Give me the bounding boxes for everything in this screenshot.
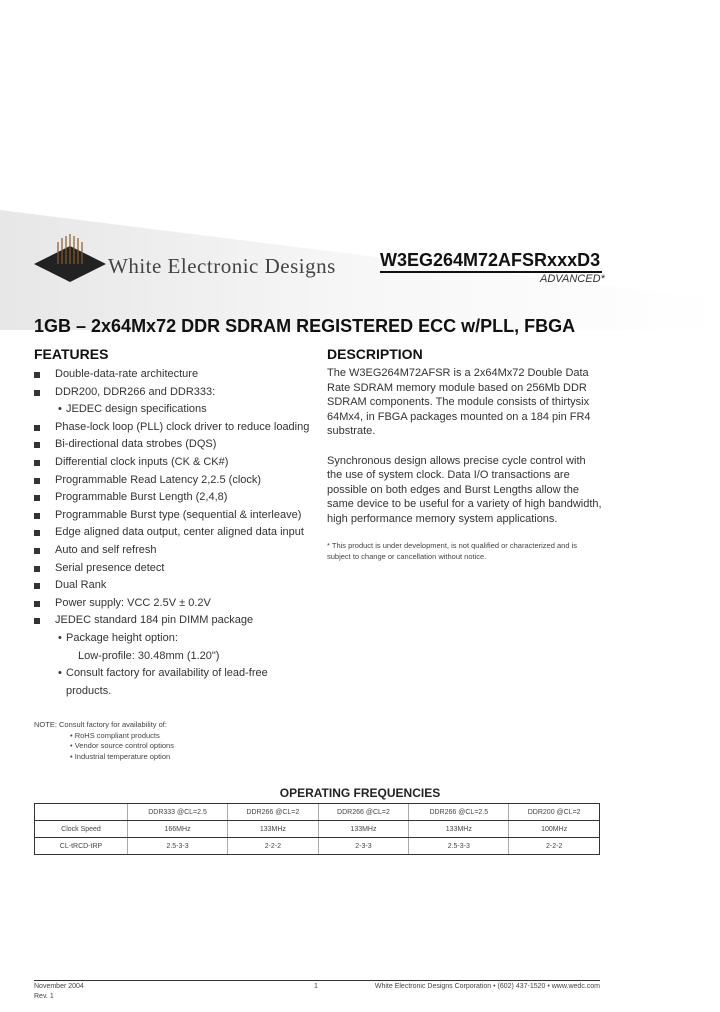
table-cell (35, 804, 128, 821)
feature-item: Programmable Read Latency 2,2.5 (clock) (34, 472, 314, 490)
note-item: • RoHS compliant products (70, 730, 160, 740)
table-cell: 2-2-2 (509, 838, 600, 855)
status-label: ADVANCED* (540, 273, 605, 285)
table-cell: 2.5-3-3 (409, 838, 509, 855)
feature-item: • JEDEC design specifications (34, 401, 314, 419)
feature-item: Low-profile: 30.48mm (1.20") (78, 649, 220, 662)
feature-item: Programmable Burst type (sequential & interleave) (34, 507, 314, 525)
table-cell: DDR266 @CL=2.5 (409, 804, 509, 821)
feature-item: • Package height option: (34, 630, 314, 648)
feature-item: • Consult factory for availability of lead-free products. (34, 665, 314, 700)
page-number: 1 (314, 983, 318, 990)
table-cell: 2.5-3-3 (128, 838, 228, 855)
table-cell: 133MHz (409, 821, 509, 838)
operating-frequencies-heading: OPERATING FREQUENCIES (279, 786, 441, 800)
table-cell: Clock Speed (35, 821, 128, 838)
feature-item: Differential clock inputs (CK & CK#) (34, 454, 314, 472)
feature-item: Phase-lock loop (PLL) clock driver to reduce loading (34, 419, 314, 437)
company-name: White Electronic Designs (108, 254, 336, 278)
feature-item: Dual Rank (34, 577, 314, 595)
table-cell: 133MHz (318, 821, 409, 838)
table-row (35, 804, 600, 821)
table-cell: 100MHz (509, 821, 600, 838)
footnote: * This product is under development, is not qualified or characterized and is subject to change or cancellation without notice. (327, 541, 578, 561)
feature-item: JEDEC standard 184 pin DIMM package (34, 612, 314, 630)
feature-item: Programmable Burst Length (2,4,8) (34, 489, 314, 507)
note (34, 720, 174, 762)
table-cell: DDR333 @CL=2.5 (128, 804, 228, 821)
description-heading: DESCRIPTION (327, 346, 423, 362)
description-paragraph: The W3EG264M72AFSR is a 2x64Mx72 Double Data Rate SDRAM memory module based on 256Mb DDR SDRAM components. The module consists of thirtysix 64Mx4, in FBGA packages mounted on a 184 pin FR4 substrate. (327, 367, 591, 437)
feature-item: Bi-directional data strobes (DQS) (34, 436, 314, 454)
feature-item: Power supply: VCC 2.5V ± 0.2V (34, 595, 314, 613)
table-cell: 133MHz (228, 821, 319, 838)
part-number: W3EG264M72AFSRxxxD3 (380, 250, 601, 270)
note-item: • Vendor source control options (70, 741, 174, 750)
features-heading: FEATURES (34, 346, 109, 362)
feature-item: Double-data-rate architecture (34, 366, 314, 384)
table-cell: DDR266 @CL=2 (228, 804, 319, 821)
table-cell: CL-tRCD-tRP (35, 838, 128, 855)
table-row (35, 838, 600, 855)
feature-item: Edge aligned data output, center aligned data input (34, 524, 314, 542)
table-cell: DDR200 @CL=2 (509, 804, 600, 821)
feature-item: Serial presence detect (34, 560, 314, 578)
note-item: • Industrial temperature option (70, 751, 171, 761)
feature-item: DDR200, DDR266 and DDR333: (34, 384, 314, 402)
footer-date: November 2004 Rev. 1 (34, 983, 84, 1000)
description (327, 366, 602, 562)
page-title: 1GB – 2x64Mx72 DDR SDRAM REGISTERED ECC w/PLL, FBGA (34, 316, 576, 336)
table-cell: 166MHz (128, 821, 228, 838)
note-label: NOTE: Consult factory for availability of: (34, 720, 167, 729)
table-cell: DDR266 @CL=2 (318, 804, 409, 821)
table-cell: 2-3-3 (318, 838, 409, 855)
footer-divider (34, 980, 600, 981)
operating-frequencies-table (34, 803, 600, 855)
footer-company: White Electronic Designs Corporation • (602) 437-1520 • www.wedc.com (374, 983, 600, 990)
description-paragraph: Synchronous design allows precise cycle control with the use of system clock. Data I/O transactions are possible on both edges and Burst Lengths allow the same device to be useful for a variety of high bandwidth, high performance memory system applications. (327, 454, 602, 525)
features-list (34, 366, 314, 700)
table-row (35, 821, 600, 838)
table-cell: 2-2-2 (228, 838, 319, 855)
feature-item: Auto and self refresh (34, 542, 314, 560)
company-logo-icon (34, 234, 106, 284)
